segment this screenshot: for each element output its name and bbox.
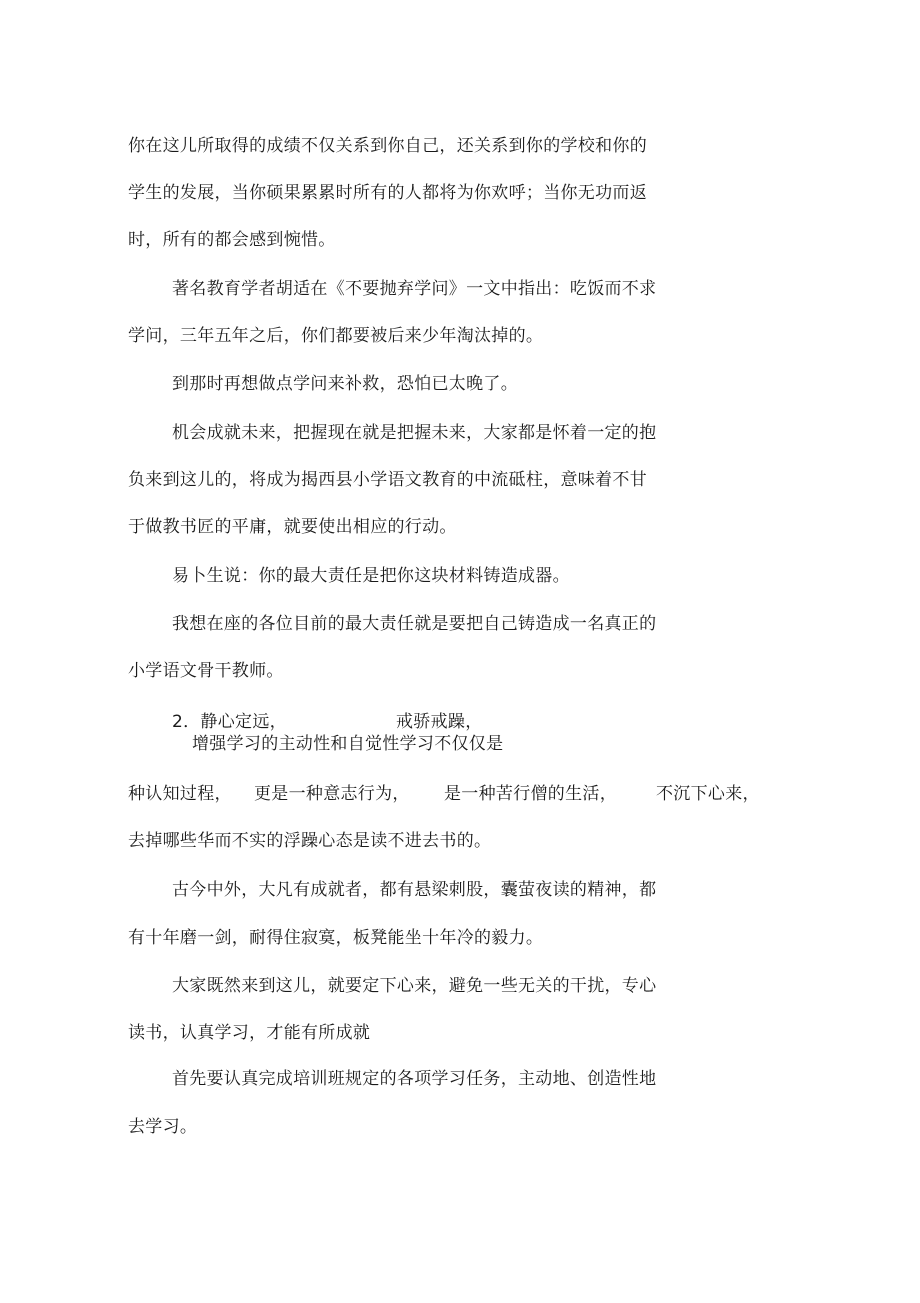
section-heading: 2．静心定远， bbox=[172, 712, 287, 732]
paragraph-line: 负来到这儿的，将成为揭西县小学语文教育的中流砥柱，意味着不甘 bbox=[128, 470, 647, 490]
paragraph-line: 首先要认真完成培训班规定的各项学习任务，主动地、创造性地 bbox=[172, 1069, 657, 1089]
paragraph-line: 增强学习的主动性和自觉性学习不仅仅是 bbox=[192, 734, 504, 754]
paragraph-line: 读书，认真学习，才能有所成就 bbox=[128, 1023, 371, 1043]
paragraph-line: 我想在座的各位目前的最大责任就是要把自己铸造成一名真正的 bbox=[172, 614, 657, 634]
paragraph-fragment: 是一种苦行僧的生活， bbox=[444, 784, 617, 804]
paragraph-line: 大家既然来到这儿，就要定下心来，避免一些无关的干扰，专心 bbox=[172, 976, 657, 996]
section-heading-continued: 戒骄戒躁， bbox=[396, 712, 483, 732]
paragraph-line: 有十年磨一剑，耐得住寂寞，板凳能坐十年冷的毅力。 bbox=[128, 928, 544, 948]
paragraph-line: 小学语文骨干教师。 bbox=[128, 661, 284, 681]
paragraph-line: 易卜生说：你的最大责任是把你这块材料铸造成器。 bbox=[172, 566, 570, 586]
paragraph-fragment: 种认知过程， bbox=[128, 784, 232, 804]
paragraph-line: 你在这儿所取得的成绩不仅关系到你自己，还关系到你的学校和你的 bbox=[128, 136, 647, 156]
paragraph-line: 时，所有的都会感到惋惜。 bbox=[128, 230, 336, 250]
paragraph-fragment: 不沉下心来， bbox=[656, 784, 760, 804]
paragraph-fragment: 更是一种意志行为， bbox=[254, 784, 410, 804]
paragraph-line: 去学习。 bbox=[128, 1117, 198, 1137]
paragraph-line: 机会成就未来，把握现在就是把握未来，大家都是怀着一定的抱 bbox=[172, 423, 657, 443]
paragraph-line: 去掉哪些华而不实的浮躁心态是读不进去书的。 bbox=[128, 831, 492, 851]
paragraph-line: 于做教书匠的平庸，就要使出相应的行动。 bbox=[128, 517, 457, 537]
paragraph-line: 学问，三年五年之后，你们都要被后来少年淘汰掉的。 bbox=[128, 326, 544, 346]
paragraph-line: 著名教育学者胡适在《不要抛弃学问》一文中指出：吃饭而不求 bbox=[172, 279, 657, 299]
paragraph-line: 古今中外，大凡有成就者，都有悬梁刺股，囊萤夜读的精神，都 bbox=[172, 880, 657, 900]
paragraph-line: 到那时再想做点学问来补救，恐怕已太晚了。 bbox=[172, 374, 518, 394]
paragraph-line: 学生的发展，当你硕果累累时所有的人都将为你欢呼；当你无功而返 bbox=[128, 183, 647, 203]
